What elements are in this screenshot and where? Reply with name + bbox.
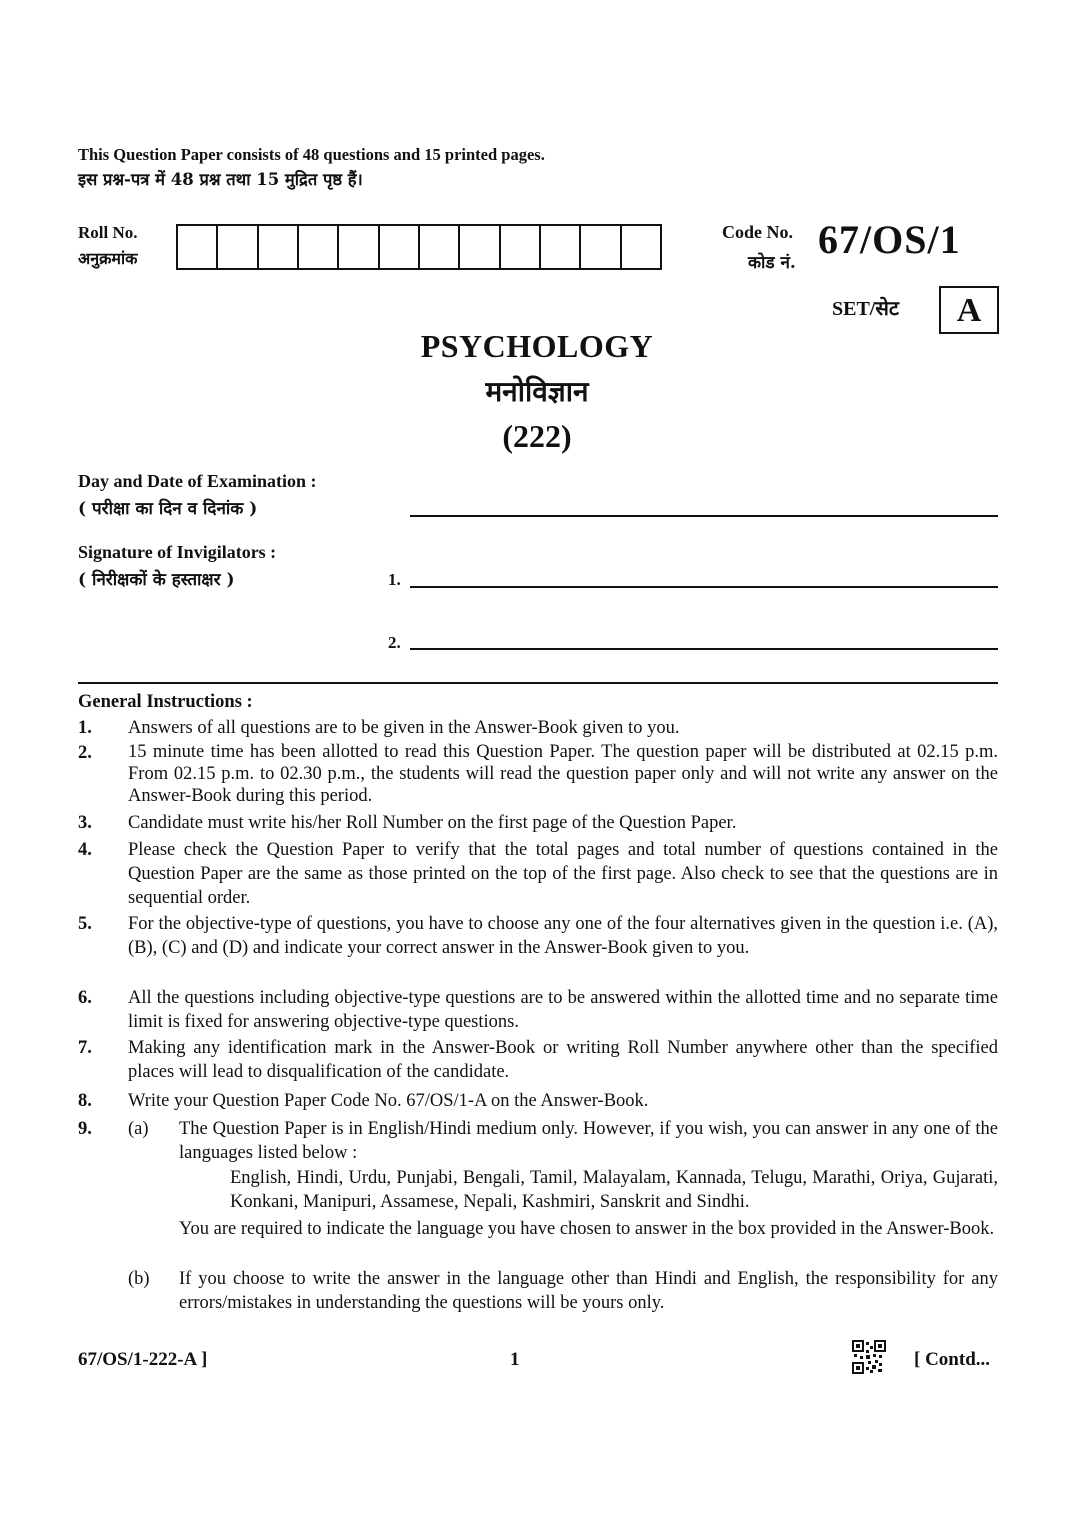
signature-1-number: 1. [388, 570, 401, 589]
page-number: 1 [510, 1349, 520, 1370]
instruction-text: For the objective-type of questions, you have to choose any one of the four alternatives given in the question i.e. (A), (B), (C) and (D) and indicate your correct answer in the Answer-Book given to you. [128, 914, 998, 958]
instruction-number: 5. [78, 914, 92, 934]
roll-number-boxes [176, 224, 662, 270]
instruction-text: All the questions including objective-type questions are to be answered within the allotted time and no separate time limit is fixed for answering objective-type questions. [128, 988, 998, 1032]
paper-info-english: This Question Paper consists of 48 questions and 15 printed pages. [78, 145, 545, 164]
footer-paper-code: 67/OS/1-222-A ] [78, 1349, 208, 1370]
roll-number-label: Roll No. [78, 223, 138, 242]
signature-1-line [410, 586, 998, 588]
roll-digit-box [460, 226, 500, 268]
roll-digit-box [541, 226, 581, 268]
code-number-label: Code No. [722, 222, 793, 242]
exam-date-label: Day and Date of Examination : [78, 471, 317, 491]
instruction-text: 15 minute time has been allotted to read this Question Paper. The question paper will be distributed at 02.15 p.m. From 02.15 p.m. to 02.30 p.m., the students will read the question paper only and will not write any answer on the Answer-Book during this period. [128, 742, 998, 806]
roll-digit-box [259, 226, 299, 268]
instruction-text: Please check the Question Paper to verify that the total pages and total number of questions contained in the Question Paper are the same as those printed on the top of the first page. Also check to see that the questions are in sequential order. [128, 840, 998, 908]
instruction-text: Answers of all questions are to be given in the Answer-Book given to you. [128, 718, 680, 738]
code-number-label-hindi: कोड नं. [748, 253, 796, 273]
instruction-text: If you choose to write the answer in the language other than Hindi and English, the responsibility for any errors/mistakes in understanding the questions will be yours only. [179, 1269, 998, 1313]
roll-digit-box [339, 226, 379, 268]
subject-title-hindi: मनोविज्ञान [485, 375, 589, 408]
invigilator-signature-label-hindi: ( निरीक्षकों के हस्ताक्षर ) [78, 570, 235, 590]
instruction-number: 6. [78, 988, 92, 1008]
roll-digit-box [622, 226, 660, 268]
signature-2-line [410, 648, 998, 650]
instruction-sub-label: (a) [128, 1119, 149, 1139]
code-number-value: 67/OS/1 [818, 217, 961, 262]
signature-2-number: 2. [388, 633, 401, 652]
roll-digit-box [380, 226, 420, 268]
instruction-number: 4. [78, 840, 92, 860]
instruction-sub-label: (b) [128, 1269, 150, 1289]
exam-date-line [410, 515, 998, 517]
roll-digit-box [178, 226, 218, 268]
instruction-number: 1. [78, 718, 92, 738]
roll-digit-box [299, 226, 339, 268]
set-label: SET/सेट [832, 298, 899, 320]
instruction-number: 2. [78, 743, 92, 763]
general-instructions-heading: General Instructions : [78, 692, 253, 712]
section-divider [78, 682, 998, 684]
exam-date-label-hindi: ( परीक्षा का दिन व दिनांक ) [78, 499, 258, 519]
roll-digit-box [218, 226, 258, 268]
instruction-text: The Question Paper is in English/Hindi medium only. However, if you wish, you can answer in any one of the languages listed below : [179, 1119, 998, 1163]
instruction-text: Write your Question Paper Code No. 67/OS/1-A on the Answer-Book. [128, 1091, 649, 1111]
subject-title: PSYCHOLOGY [420, 328, 654, 364]
instruction-number: 8. [78, 1091, 92, 1111]
instruction-text: Candidate must write his/her Roll Number on the first page of the Question Paper. [128, 813, 737, 833]
roll-digit-box [501, 226, 541, 268]
continued-label: [ Contd... [914, 1349, 991, 1370]
paper-info-hindi: इस प्रश्न-पत्र में 48 प्रश्न तथा 15 मुद्रित पृष्ठ हैं। [78, 170, 363, 189]
instruction-number: 7. [78, 1038, 92, 1058]
invigilator-signature-label: Signature of Invigilators : [78, 542, 277, 562]
roll-number-label-hindi: अनुक्रमांक [78, 249, 138, 268]
language-list: English, Hindi, Urdu, Punjabi, Bengali, Tamil, Malayalam, Kannada, Telugu, Marathi, Oriya, Gujarati, Konkani, Manipuri, Assamese, Nepali, Kashmiri, Sanskrit and Sindhi. [230, 1168, 998, 1212]
instruction-number: 3. [78, 813, 92, 833]
instruction-text: You are required to indicate the language you have chosen to answer in the box provided in the Answer-Book. [179, 1219, 995, 1239]
subject-code: (222) [502, 418, 572, 454]
instruction-number: 9. [78, 1119, 92, 1139]
set-value-box: A [939, 286, 999, 334]
roll-digit-box [581, 226, 621, 268]
instruction-text: Making any identification mark in the Answer-Book or writing Roll Number anywhere other than the specified places will lead to disqualification of the candidate. [128, 1038, 998, 1082]
roll-digit-box [420, 226, 460, 268]
qr-code-icon [852, 1340, 886, 1374]
